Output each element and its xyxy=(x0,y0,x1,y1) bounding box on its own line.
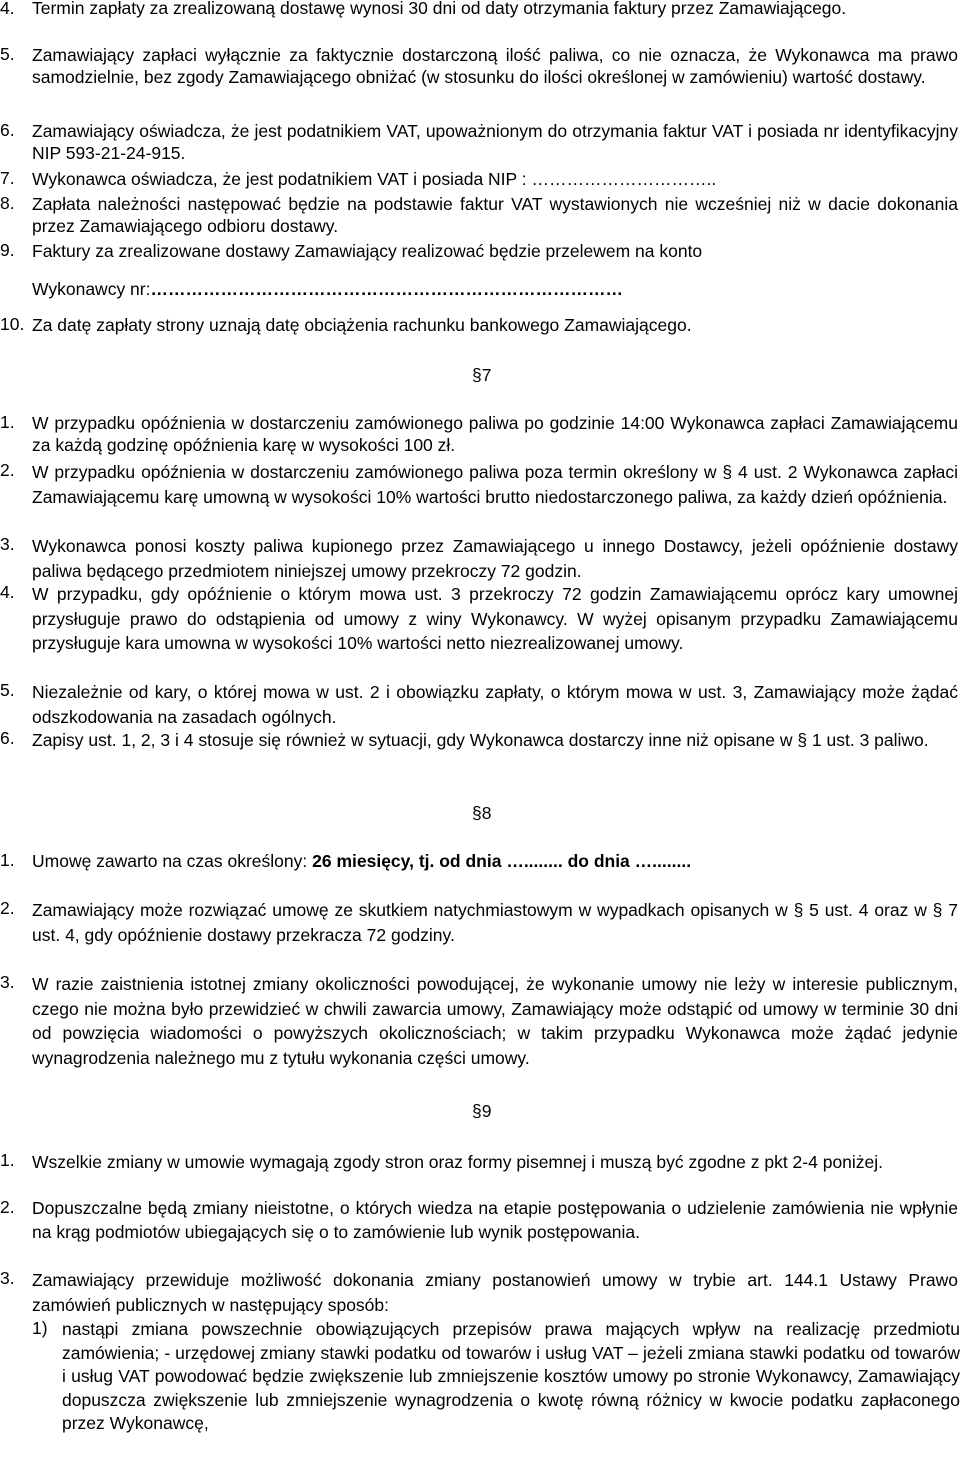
item-number: 8. xyxy=(0,193,15,213)
s8-item-2 xyxy=(0,898,958,945)
item-number: 3. xyxy=(0,972,15,992)
s7-item-1 xyxy=(0,412,958,456)
section-heading-9: §9 xyxy=(472,1101,492,1121)
item-number: 9. xyxy=(0,240,15,260)
item-number: 2. xyxy=(0,1197,15,1217)
s9-item-3 xyxy=(0,1268,958,1315)
s7-item-5 xyxy=(0,680,958,727)
account-line xyxy=(32,278,958,300)
item-number: 6. xyxy=(0,728,15,748)
item-number: 3. xyxy=(0,534,15,554)
account-dots: ……………………………………………………………………… xyxy=(150,279,623,299)
item-text: Termin zapłaty za zrealizowaną dostawę wynosi 30 dni od daty otrzymania faktury przez Zamawiającego. xyxy=(32,0,847,18)
s8-item-1 xyxy=(0,850,958,872)
section-heading-8: §8 xyxy=(472,803,492,823)
subitem-text: nastąpi zmiana powszechnie obowiązujących przepisów prawa mających wpływ na realizację przedmiotu zamówienia; - urzędowej zmiany stawki podatku od towarów i usług VAT – jeżeli zmiana stawki podatku od towarów i usług VAT powodować będzie zwiększenie lub zmniejszenie kosztów umowy po stronie Wykonawcy, Zamawiający dopuszcza zwiększenie lub zmniejszenie wynagrodzenia o kwotę równą różnicy w kwocie podatku zapłaconego przez Wykonawcę, xyxy=(62,1319,960,1433)
item-number: 5. xyxy=(0,680,15,700)
list-item-4 xyxy=(0,0,958,42)
s7-item-2 xyxy=(0,460,958,526)
list-item-7 xyxy=(0,168,958,190)
item-number: 3. xyxy=(0,1268,15,1288)
item-text: Niezależnie od kary, o której mowa w ust. 2 i obowiązku zapłaty, o którym mowa w ust. 3, Zamawiający może żądać odszkodowania na zasadach ogólnych. xyxy=(32,682,958,727)
list-item-6 xyxy=(0,120,958,164)
item-number: 2. xyxy=(0,898,15,918)
term-value: 26 miesięcy, tj. od dnia …........ do dnia …........ xyxy=(312,851,692,871)
item-text: Zamawiający oświadcza, że jest podatnikiem VAT, upoważnionym do otrzymania faktur VAT i posiada nr identyfikacyjny NIP 593-21-24-915. xyxy=(32,121,958,163)
item-number: 6. xyxy=(0,120,15,140)
item-text: Wykonawca oświadcza, że jest podatnikiem VAT i posiada NIP : ………………………….. xyxy=(32,169,717,189)
s9-item-1 xyxy=(0,1150,958,1198)
item-number: 4. xyxy=(0,582,15,602)
term-label: Umowę zawarto na czas określony: xyxy=(32,851,313,871)
s9-item-2 xyxy=(0,1197,958,1263)
item-text: Zamawiający zapłaci wyłącznie za faktycznie dostarczoną ilość paliwa, co nie oznacza, że Wykonawca ma prawo samodzielnie, bez zgody Zamawiającego obniżać (w stosunku do ilości określonej w zamówieniu) wartość dostawy. xyxy=(32,45,958,87)
item-number: 5. xyxy=(0,44,15,64)
item-text: Wykonawca ponosi koszty paliwa kupionego przez Zamawiającego u innego Dostawcy, jeżeli opóźnienie dostawy paliwa będącego przedmiotem niniejszej umowy przekroczy 72 godzin. xyxy=(32,536,958,581)
s9-subitem-1 xyxy=(32,1318,960,1458)
item-text: Dopuszczalne będą zmiany nieistotne, o których wiedza na etapie postępowania o udzielenie zamówienia nie wpłynie na krąg podmiotów ubiegających się o to zamówienie lub wynik postępowania. xyxy=(32,1198,958,1242)
item-number: 1. xyxy=(0,412,15,432)
s7-item-6 xyxy=(0,728,958,772)
item-number: 10. xyxy=(0,314,25,334)
item-number: 7. xyxy=(0,168,15,188)
subitem-number: 1) xyxy=(32,1318,48,1338)
section-heading-7: §7 xyxy=(472,365,492,385)
list-item-8 xyxy=(0,193,958,237)
item-number: 1. xyxy=(0,1150,15,1170)
item-text: Zamawiający przewiduje możliwość dokonania zmiany postanowień umowy w trybie art. 144.1 Ustawy Prawo zamówień publicznych w następujący sposób: xyxy=(32,1270,958,1315)
list-item-9 xyxy=(0,240,958,302)
item-text: W przypadku opóźnienia w dostarczeniu zamówionego paliwa po godzinie 14:00 Wykonawca zapłaci Zamawiającemu za każdą godzinę opóźnienia karę w wysokości 100 zł. xyxy=(32,413,958,455)
list-item-5 xyxy=(0,44,958,110)
item-number: 2. xyxy=(0,460,15,480)
account-label: Wykonawcy nr: xyxy=(32,279,151,299)
item-text: W przypadku, gdy opóźnienie o którym mowa ust. 3 przekroczy 72 godzin Zamawiającemu oprócz kary umownej przysługuje prawo do odstąpienia od umowy z winy Wykonawcy. W wyżej opisanym przypadku Zamawiającemu przysługuje kara umowna w wysokości 10% wartości netto niezrealizowanej umowy. xyxy=(32,584,958,653)
item-text: W razie zaistnienia istotnej zmiany okoliczności powodującej, że wykonanie umowy nie leży w interesie publicznym, czego nie można było przewidzieć w chwili zawarcia umowy, Zamawiający może odstąpić od umowy w terminie 30 dni od powzięcia wiadomości o powyższych okolicznościach; w takim przypadku Wykonawca może żądać jedynie wynagrodzenia należnego mu z tytułu wykonania części umowy. xyxy=(32,974,958,1068)
item-number: 1. xyxy=(0,850,15,870)
s7-item-4 xyxy=(0,582,958,670)
item-text xyxy=(32,850,958,872)
item-text: Zapisy ust. 1, 2, 3 i 4 stosuje się również w sytuacji, gdy Wykonawca dostarczy inne niż opisane w § 1 ust. 3 paliwo. xyxy=(32,730,929,750)
item-text: Faktury za zrealizowane dostawy Zamawiający realizować będzie przelewem na konto xyxy=(32,241,703,261)
item-text: Zapłata należności następować będzie na podstawie faktur VAT wystawionych nie wcześniej niż w dacie dokonania przez Zamawiającego odbioru dostawy. xyxy=(32,194,958,236)
s7-item-3 xyxy=(0,534,958,581)
list-item-10 xyxy=(0,314,958,336)
item-text: Za datę zapłaty strony uznają datę obciążenia rachunku bankowego Zamawiającego. xyxy=(32,315,692,335)
item-text: Zamawiający może rozwiązać umowę ze skutkiem natychmiastowym w wypadkach opisanych w § 5 ust. 4 oraz w § 7 ust. 4, gdy opóźnienie dostawy przekracza 72 godziny. xyxy=(32,900,958,945)
item-number: 4. xyxy=(0,0,15,18)
item-text: Wszelkie zmiany w umowie wymagają zgody stron oraz formy pisemnej i muszą być zgodne z pkt 2-4 poniżej. xyxy=(32,1152,884,1172)
item-text: W przypadku opóźnienia w dostarczeniu zamówionego paliwa poza termin określony w § 4 ust. 2 Wykonawca zapłaci Zamawiającemu karę umowną w wysokości 10% wartości brutto niedostarczonego paliwa, za każdy dzień opóźnienia. xyxy=(32,462,958,507)
s8-item-3 xyxy=(0,972,958,1096)
